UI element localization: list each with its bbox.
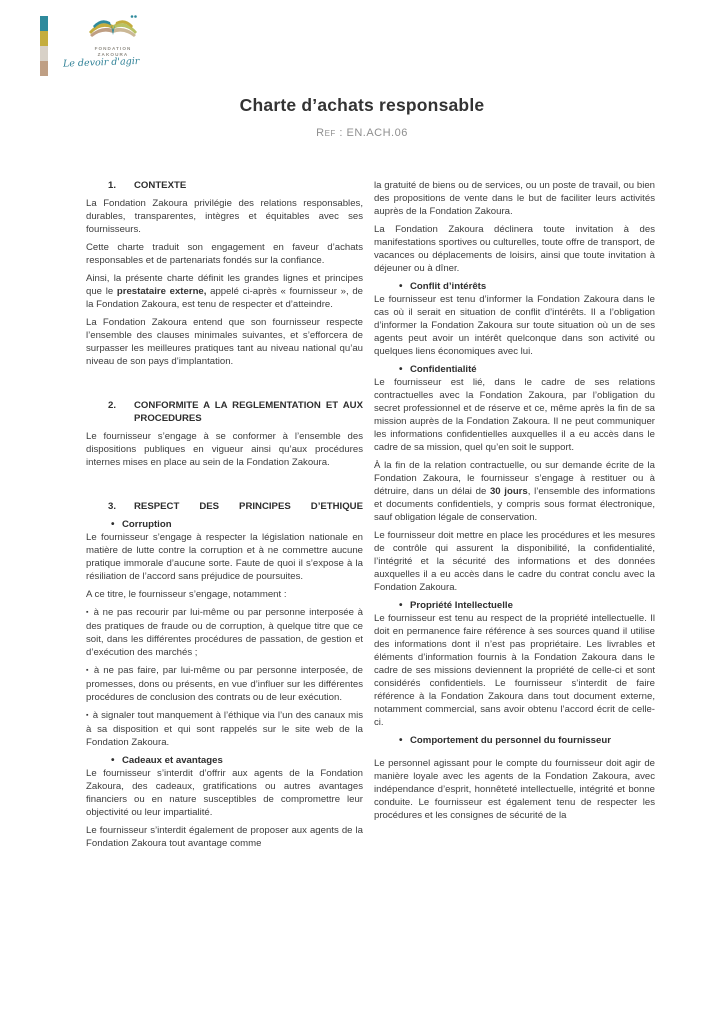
category-heading bbox=[374, 363, 655, 376]
section-number: 3. bbox=[108, 501, 117, 512]
emphasized-text: prestataire externe, bbox=[116, 286, 207, 297]
section-gap bbox=[86, 373, 363, 399]
section-title: CONTEXTE bbox=[134, 180, 187, 191]
round-bullet-icon: • bbox=[399, 281, 403, 292]
section-gap bbox=[86, 474, 363, 500]
bullet-item bbox=[86, 709, 363, 749]
paragraph bbox=[374, 223, 655, 275]
paragraph bbox=[86, 767, 363, 819]
category-heading-label: Comportement du personnel du fournisseur bbox=[410, 735, 611, 746]
paragraph bbox=[86, 197, 363, 236]
section-heading bbox=[86, 179, 363, 192]
body-text: La Fondation Zakoura déclinera toute invitation à des manifestations sportives ou culturelles, toute offre de transport, de vacances ou déplacements de loisirs, ainsi que toute invitation à déjeuner ou à dîner. bbox=[374, 224, 655, 274]
logo-org-line1: FONDATION bbox=[94, 46, 132, 51]
round-bullet-icon: • bbox=[399, 600, 403, 611]
paragraph bbox=[374, 529, 655, 594]
bullet-item bbox=[86, 606, 363, 659]
paragraph bbox=[86, 316, 363, 368]
section-number: 1. bbox=[108, 180, 117, 191]
body-text: La Fondation Zakoura privilégie des relations responsables, durables, transparentes, intègres et équitables avec ses fournisseurs. bbox=[86, 198, 363, 235]
body-text: Le fournisseur doit mettre en place les procédures et les mesures de contrôle qui assurent la disponibilité, la confidentialité, l’intégrité et la sécurité des informations et des données auxquelles il a eu accès dans le cadre du contrat conclu avec la Fondation Zakoura. bbox=[374, 530, 655, 593]
body-text: appelé ci-après « fournisseur », de la Fondation Zakoura, est tenu de respecter et d’atteindre. bbox=[86, 286, 364, 310]
section-title: RESPECT DES PRINCIPES D’ETHIQUE bbox=[134, 501, 363, 512]
paragraph bbox=[86, 824, 363, 850]
body-text: Le fournisseur est tenu au respect de la propriété intellectuelle. Il doit en permanence faire référence à ses sources quand il utilise des informations dont il n’est pas propriétaire. Les livrables et éléments d’information fournis à la Fondation Zakoura dans le cadre de ses missions deviennent la propriété de celle-ci et sont considérés confidentiels. Le fournisseur s’interdit de faire référence à la Fondation Zakoura dans tout document externe, notamment commercial, sans avoir obtenu l’accord écrit de celle-ci. bbox=[374, 613, 655, 728]
body-text: La Fondation Zakoura entend que son fournisseur respecte l’ensemble des clauses minimales suivantes, et s’efforcera de surpasser les meilleures pratiques tant au niveau national qu’au niveau de son pays d’implantation. bbox=[86, 317, 363, 367]
section-number: 2. bbox=[108, 400, 117, 411]
body-text: à ne pas recourir par lui-même ou par personne interposée à des pratiques de fraude ou de corruption, à quelque titre que ce soit, dans les différentes procédures de passation, de gestion et d’exécution des marchés ; bbox=[86, 607, 363, 658]
paragraph bbox=[374, 179, 655, 218]
body-text: A ce titre, le fournisseur s’engage, notamment : bbox=[86, 589, 287, 600]
category-heading-label: Conflit d’intérêts bbox=[410, 281, 487, 292]
category-heading-label: Corruption bbox=[122, 519, 172, 530]
bullet-item bbox=[86, 664, 363, 704]
paragraph bbox=[374, 757, 655, 822]
body-text: Le fournisseur est tenu d’informer la Fondation Zakoura dans le cas où il serait en situation de conflit d’intérêts. Il a l’obligation d’informer la Fondation Zakoura sur toute situation où un de ses agents peut avoir un intérêt quelconque dans son activité ou quelques liens économiques avec lui. bbox=[374, 294, 655, 357]
section-heading bbox=[86, 500, 363, 513]
square-bullet-icon: ▪ bbox=[86, 609, 90, 616]
right-column bbox=[374, 179, 655, 827]
body-text: à ne pas faire, par lui-même ou par personne interposée, de promesses, dons ou présents, en vue d’influer sur les différentes procédures de conclusion des contrats ou de leur exécution. bbox=[86, 665, 364, 703]
open-book-swoosh-icon bbox=[88, 11, 138, 45]
left-column bbox=[86, 179, 363, 855]
square-bullet-icon: ▪ bbox=[86, 712, 89, 719]
body-text: , l’ensemble des informations et documents confidentiels, y compris sous format électronique, sauf obligation légale de conservation. bbox=[374, 486, 656, 523]
paragraph bbox=[86, 531, 363, 583]
round-bullet-icon: • bbox=[111, 519, 115, 530]
body-text: Le fournisseur s’interdit d’offrir aux agents de la Fondation Zakoura, des cadeaux, gratifications ou autres avantages financiers ou en nature susceptibles de compromettre leur objectivité ou leur impartialité. bbox=[86, 768, 363, 818]
body-text: Le fournisseur est lié, dans le cadre de ses relations contractuelles avec la Fondation Zakoura, par l’obligation du secret professionnel et de réserve et ce, même après la fin de sa mission auprès de la Fondation Zakoura. Il ne peut communiquer les informations confidentielles auxquelles il a eu accès dans le cadre de sa mission, quel qu’en soit le support. bbox=[374, 377, 655, 453]
paragraph bbox=[86, 430, 363, 469]
round-bullet-icon: • bbox=[111, 755, 115, 766]
logo-tagline: Le devoir d'agir bbox=[62, 55, 140, 70]
paragraph bbox=[86, 241, 363, 267]
paragraph bbox=[374, 459, 655, 524]
paragraph bbox=[374, 612, 655, 729]
category-heading-label: Propriété Intellectuelle bbox=[410, 600, 513, 611]
logo-bar-segment-tan bbox=[40, 61, 48, 76]
category-heading bbox=[374, 599, 655, 612]
category-heading bbox=[86, 518, 363, 531]
logo-color-bar bbox=[40, 16, 48, 76]
paragraph bbox=[374, 293, 655, 358]
square-bullet-icon: ▪ bbox=[86, 667, 90, 674]
body-text: Ainsi, la présente charte définit les grandes lignes et principes que le bbox=[86, 273, 363, 297]
emphasized-text: 30 jours bbox=[489, 486, 528, 497]
page-title: Charte d’achats responsable bbox=[239, 95, 485, 115]
section-gap bbox=[374, 747, 655, 757]
paragraph bbox=[86, 588, 363, 601]
body-text: à signaler tout manquement à l’éthique via l’un des canaux mis à sa disposition et qui sont rappelés sur le site web de la Fondation Zakoura. bbox=[86, 710, 364, 748]
logo-bar-segment-gray bbox=[40, 46, 48, 61]
section-heading bbox=[86, 399, 363, 425]
body-text: Le fournisseur s’engage à respecter la législation nationale en matière de lutte contre la corruption et à ne commettre aucune pratique immorale d’aucune sorte. Faute de quoi il s’expose à la résiliation de l’accord sans préjudice de poursuites. bbox=[86, 532, 363, 582]
document-reference: Ref : EN.ACH.06 bbox=[316, 127, 408, 139]
category-heading bbox=[374, 280, 655, 293]
category-heading-label: Confidentialité bbox=[410, 364, 477, 375]
paragraph bbox=[86, 272, 363, 311]
body-text: Le personnel agissant pour le compte du fournisseur doit agir de manière loyale avec les agents de la Fondation Zakoura, avec indépendance d’esprit, honnêteté intellectuelle, intégrité et bonne conduite. Le fournisseur est également tenu de respecter les procédures et les consignes de sécurité de la bbox=[374, 758, 655, 821]
body-text: Le fournisseur s’engage à se conformer à l’ensemble des dispositions publiques en vigueur ainsi qu’aux procédures internes mises en place au sein de la Fondation Zakoura. bbox=[86, 431, 363, 468]
logo-org-line2: ZAKOURA bbox=[97, 52, 129, 57]
category-heading-label: Cadeaux et avantages bbox=[122, 755, 223, 766]
paragraph bbox=[374, 376, 655, 454]
round-bullet-icon: • bbox=[399, 735, 403, 746]
body-text: À la fin de la relation contractuelle, ou sur demande écrite de la Fondation Zakoura, le fournisseur s’engage à restituer ou à détruire, dans un délai de bbox=[374, 460, 655, 497]
section-title: CONFORMITE A LA REGLEMENTATION ET AUX PROCEDURES bbox=[134, 400, 363, 424]
category-heading bbox=[374, 734, 655, 747]
body-text: la gratuité de biens ou de services, ou un poste de travail, ou bien des propositions de vente dans le but de faciliter leurs activités auprès de la Fondation Zakoura. bbox=[374, 180, 655, 217]
logo-bar-segment-gold bbox=[40, 31, 48, 46]
body-text: Le fournisseur s’interdit également de proposer aux agents de la Fondation Zakoura tout avantage comme bbox=[86, 825, 363, 849]
category-heading bbox=[86, 754, 363, 767]
round-bullet-icon: • bbox=[399, 364, 403, 375]
logo-bar-segment-teal bbox=[40, 16, 48, 31]
body-text: Cette charte traduit son engagement en faveur d’achats responsables et de partenariats fondés sur la confiance. bbox=[86, 242, 363, 266]
